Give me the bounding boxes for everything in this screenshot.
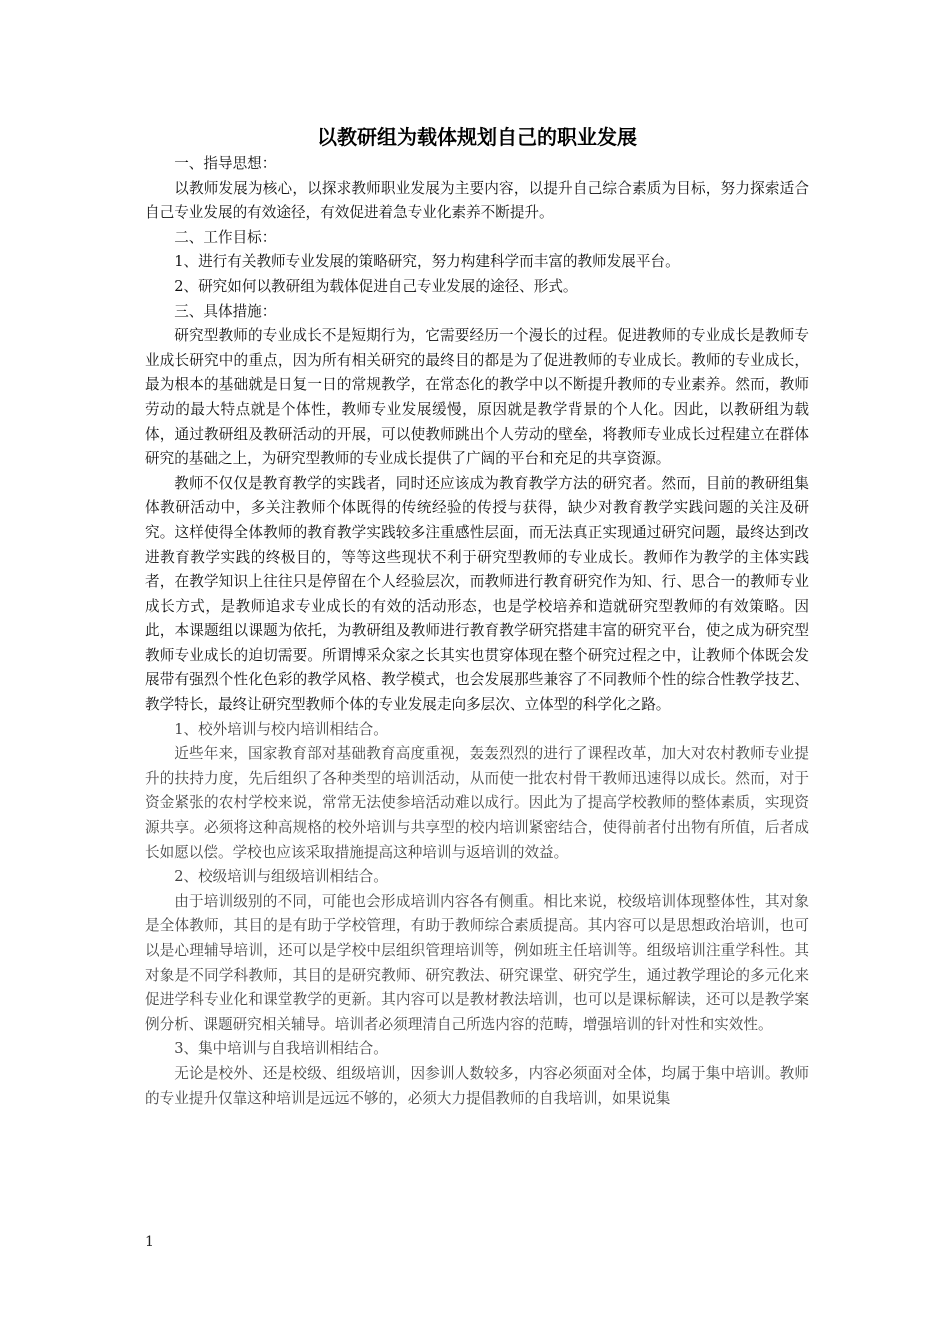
paragraph-measures-2: 教师不仅仅是教育教学的实践者，同时还应该成为教育教学方法的研究者。然而，目前的教研组集体教研活动中，多关注教师个体既得的传统经验的传授与获得，缺少对教育教学实践问题的关注及研究。这样使得全体教师的教育教学实践较多注重感性层面，而无法真正实现通过研究问题，最终达到改进教育教学实践的终极目的，等等这些现状不利于研究型教师的专业成长。教师作为教学的主体实践者，在教学知识上往往只是停留在个人经验层次，而教师进行教育研究作为知、行、思合一的教师专业成长方式，是教师追求专业成长的有效的活动形态，也是学校培养和造就研究型教师的有效策略。因此，本课题组以课题为依托，为教研组及教师进行教育教学研究搭建丰富的研究平台，使之成为研究型教师专业成长的迫切需要。所谓博采众家之长其实也贯穿体现在整个研究过程之中，让教师个体既会发展带有强烈个性化色彩的教学风格、教学模式，也会发展那些兼容了不同教师个性的综合性教学技艺、教学特长，最终让研究型教师个体的专业发展走向多层次、立体型的科学化之路。 [145, 474, 809, 714]
section-heading-measures: 三、具体措施： [174, 302, 277, 320]
goal-item-2: 2、研究如何以教研组为载体促进自己专业发展的途径、形式。 [174, 277, 578, 295]
paragraph-training-2: 由于培训级别的不同，可能也会形成培训内容各有侧重。相比来说，校级培训体现整体性，其对象是全体教师，其目的是有助于学校管理，有助于教师综合素质提高。其内容可以是思想政治培训，也可以是心理辅导培训，还可以是学校中层组织管理培训等，例如班主任培训等。组级培训注重学科性。其对象是不同学科教师，其目的是研究教师、研究教法、研究课堂、研究学生，通过教学理论的多元化来促进学科专业化和课堂教学的更新。其内容可以是教材教法培训，也可以是课标解读，还可以是教学案例分析、课题研究相关辅导。培训者必须理清自己所选内容的范畴，增强培训的针对性和实效性。 [145, 892, 809, 1033]
subheading-training-2: 2、校级培训与组级培训相结合。 [174, 868, 388, 886]
subheading-training-3: 3、集中培训与自我培训相结合。 [174, 1040, 388, 1058]
paragraph-measures-1: 研究型教师的专业成长不是短期行为，它需要经历一个漫长的过程。促进教师的专业成长是教师专业成长研究中的重点，因为所有相关研究的最终目的都是为了促进教师的专业成长。教师的专业成长，最为根本的基础就是日复一日的常规教学，在常态化的教学中以不断提升教师的专业素养。然而，教师劳动的最大特点就是个体性，教师专业发展缓慢，原因就是教学背景的个人化。因此，以教研组为载体，通过教研组及教研活动的开展，可以使教师跳出个人劳动的壁垒，将教师专业成长过程建立在群体研究的基础之上，为研究型教师的专业成长提供了广阔的平台和充足的共享资源。 [145, 327, 809, 468]
goal-item-1: 1、进行有关教师专业发展的策略研究，努力构建科学而丰富的教师发展平台。 [174, 253, 680, 271]
document-title: 以教研组为载体规划自己的职业发展 [317, 125, 637, 149]
page-number: 1 [145, 1234, 154, 1250]
paragraph-guiding-ideology: 以教师发展为核心，以探求教师职业发展为主要内容，以提升自己综合素质为目标，努力探索适合自己专业发展的有效途径，有效促进着急专业化素养不断提升。 [145, 179, 809, 222]
section-heading-work-goals: 二、工作目标： [174, 228, 277, 246]
paragraph-training-1: 近些年来，国家教育部对基础教育高度重视，轰轰烈烈的进行了课程改革，加大对农村教师专业提升的扶持力度，先后组织了各种类型的培训活动，从而使一批农村骨干教师迅速得以成长。然而，对于资金紧张的农村学校来说，常常无法使参培活动难以成行。因此为了提高学校教师的整体素质，实现资源共享。必须将这种高规格的校外培训与共享型的校内培训紧密结合，使得前者付出物有所值，后者成长如愿以偿。学校也应该采取措施提高这种培训与返培训的效益。 [145, 745, 809, 861]
paragraph-training-3: 无论是校外、还是校级、组级培训，因参训人数较多，内容必须面对全体，均属于集中培训。教师的专业提升仅靠这种培训是远远不够的，必须大力提倡教师的自我培训，如果说集 [145, 1064, 809, 1107]
document-body [145, 152, 809, 1111]
section-heading-guiding-ideology: 一、指导思想： [174, 155, 277, 172]
subheading-training-1: 1、校外培训与校内培训相结合。 [174, 720, 388, 738]
